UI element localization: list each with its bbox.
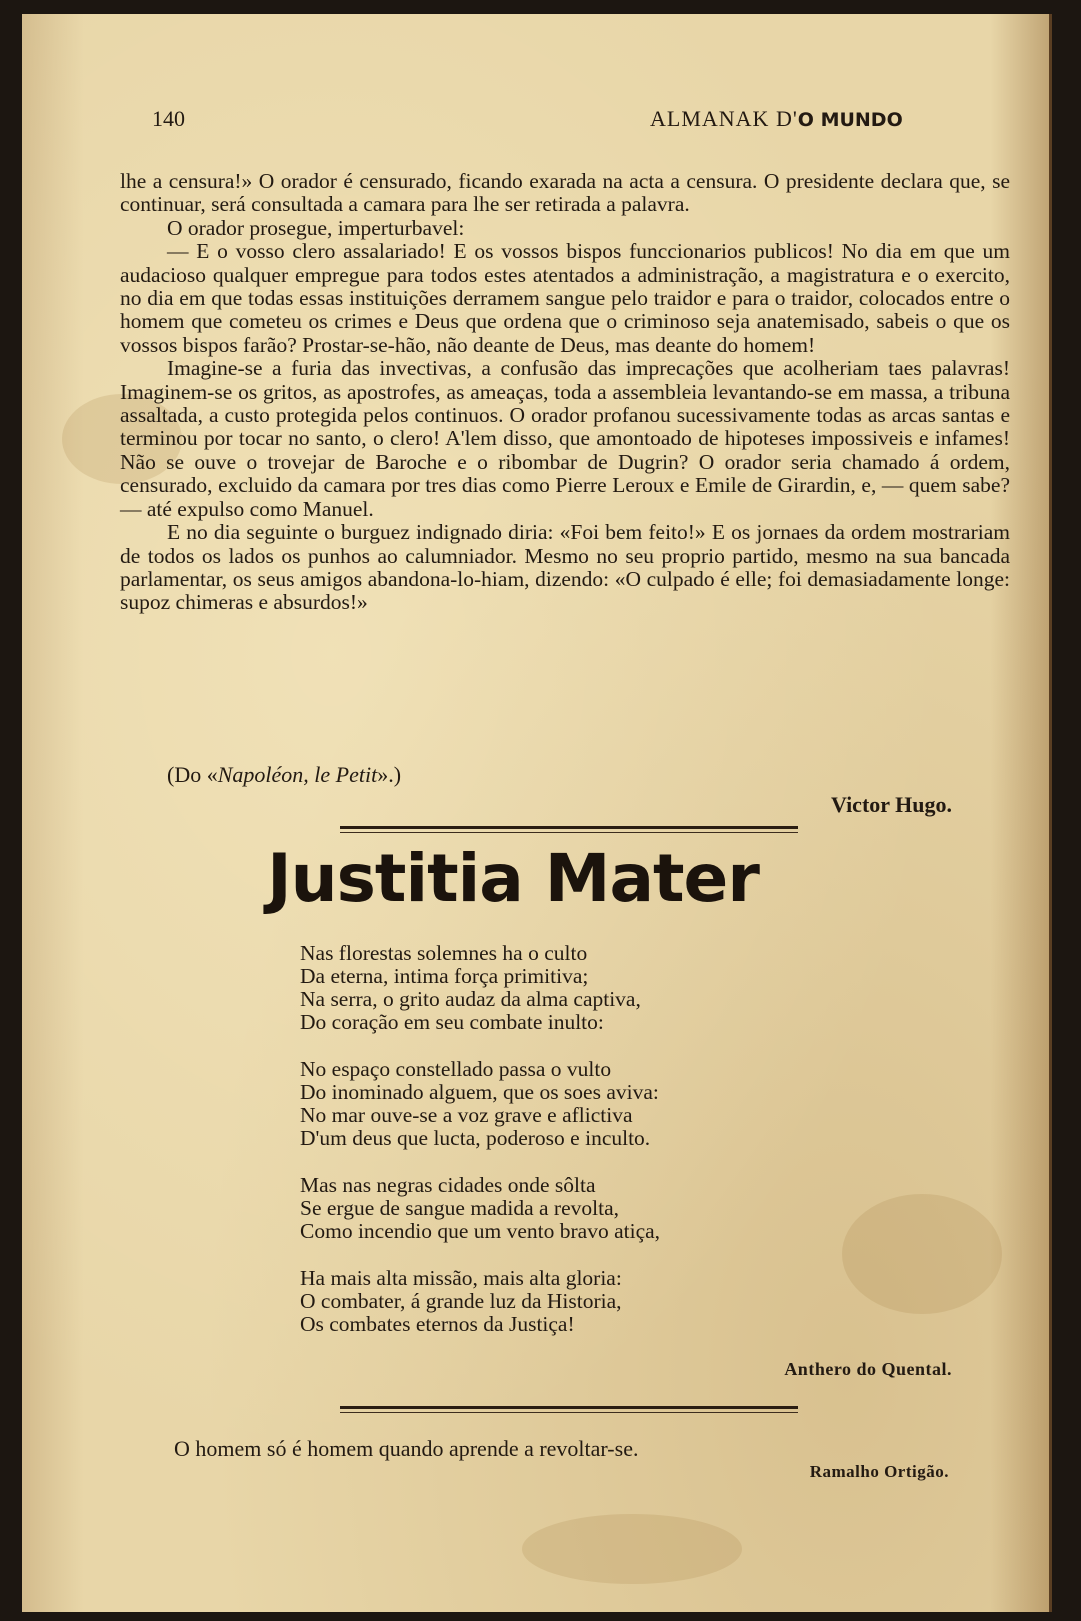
running-title-brand: O MUNDO xyxy=(797,109,903,131)
page-edge xyxy=(1049,14,1052,1612)
epigraph-text: O homem só é homem quando aprende a revoltar-se. xyxy=(174,1436,639,1461)
poem-line: Nas florestas solemnes ha o culto xyxy=(300,941,588,965)
poem-line: Da eterna, intima força primitiva; xyxy=(300,964,589,988)
article-author: Victor Hugo. xyxy=(831,792,952,817)
almanac-page xyxy=(22,14,1052,1612)
paper-stain xyxy=(522,1514,742,1584)
poem-line: Na serra, o grito audaz da alma captiva, xyxy=(300,987,641,1011)
poem-line: Como incendio que um vento bravo atiça, xyxy=(300,1219,661,1243)
poem-stanza xyxy=(300,942,660,1034)
article-body xyxy=(120,170,1010,615)
source-open: (Do « xyxy=(167,762,218,787)
epigraph-author: Ramalho Ortigão. xyxy=(809,1462,949,1481)
poem-line: No mar ouve-se a voz grave e aflictiva xyxy=(300,1103,633,1127)
article-paragraph: — E o vosso clero assalariado! E os vossos bispos funccionarios publicos! No dia em que um audacioso qualquer empregue para todos estes atentados a administração, a magistratura e o exercito, no dia em que todas essas instituições derramem sangue pelo traidor e para o traidor, colocados entre o homem que cometeu os crimes e Deus que ordena que o criminoso seja anatemisado, sabeis o que os vossos bispos farão? Prostar-se-hão, não deante de Deus, mas deante do homem! xyxy=(120,239,1010,357)
article-paragraph: lhe a censura!» O orador é censurado, ficando exarada na acta a censura. O presidente declara que, se continuar, será consultada a camara para lhe ser retirada a palavra. xyxy=(120,169,1010,217)
section-divider-thin xyxy=(340,832,798,833)
poem-line: Mas nas negras cidades onde sôlta xyxy=(300,1173,596,1197)
poem-author: Anthero do Quental. xyxy=(784,1359,952,1379)
poem-title: Justitia Mater xyxy=(267,840,759,917)
page-number: 140 xyxy=(152,106,185,131)
poem-body xyxy=(300,942,660,1360)
running-title-prefix: ALMANAK D' xyxy=(650,106,798,131)
poem-line: D'um deus que lucta, poderoso e inculto. xyxy=(300,1126,651,1150)
source-work-title: Napoléon, le Petit xyxy=(217,762,378,787)
poem-line: Do inominado alguem, que os soes aviva: xyxy=(300,1080,659,1104)
section-divider-thin xyxy=(340,1412,798,1413)
running-head xyxy=(22,106,1052,136)
article-paragraph: E no dia seguinte o burguez indignado diria: «Foi bem feito!» E os jornaes da ordem mostrariam de todos os lados os punhos ao calumniador. Mesmo no seu proprio partido, mesmo na sua bancada parlamentar, os seus amigos abandona-lo-hiam, dizendo: «O culpado é elle; foi demasiadamente longe: supoz chimeras e absurdos!» xyxy=(120,520,1010,615)
article-source xyxy=(167,762,401,788)
poem-line: Se ergue de sangue madida a revolta, xyxy=(300,1196,619,1220)
article-paragraph: O orador prosegue, imperturbavel: xyxy=(167,215,465,240)
poem-line: Os combates eternos da Justiça! xyxy=(300,1312,575,1336)
section-divider xyxy=(340,826,798,829)
poem-stanza xyxy=(300,1267,660,1336)
paper-stain xyxy=(842,1194,1002,1314)
section-divider xyxy=(340,1406,798,1409)
poem-line: Ha mais alta missão, mais alta gloria: xyxy=(300,1266,622,1290)
poem-line: No espaço constellado passa o vulto xyxy=(300,1057,612,1081)
poem-line: O combater, á grande luz da Historia, xyxy=(300,1289,622,1313)
poem-stanza xyxy=(300,1058,660,1150)
running-title xyxy=(650,106,903,132)
poem-line: Do coração em seu combate inulto: xyxy=(300,1010,604,1034)
poem-stanza xyxy=(300,1174,660,1243)
article-paragraph: Imagine-se a furia das invectivas, a confusão das imprecações que acolheriam taes palavras! Imaginem-se os gritos, as apostrofes, as ameaças, toda a assembleia levantando-se em massa, a tribuna assaltada, a custo protegida pelos continuos. O orador profanou sucessivamente todas as arcas santas e terminou por tocar no santo, o clero! A'lem disso, que amontoado de hipoteses impossiveis e infames! Não se ouve o trovejar de Baroche e o ribombar de Dugrin? O orador seria chamado á ordem, censurado, excluido da camara por tres dias como Pierre Leroux e Emile de Girardin, e, — quem sabe? — até expulso como Manuel. xyxy=(120,356,1010,521)
source-close: ».) xyxy=(377,762,402,787)
